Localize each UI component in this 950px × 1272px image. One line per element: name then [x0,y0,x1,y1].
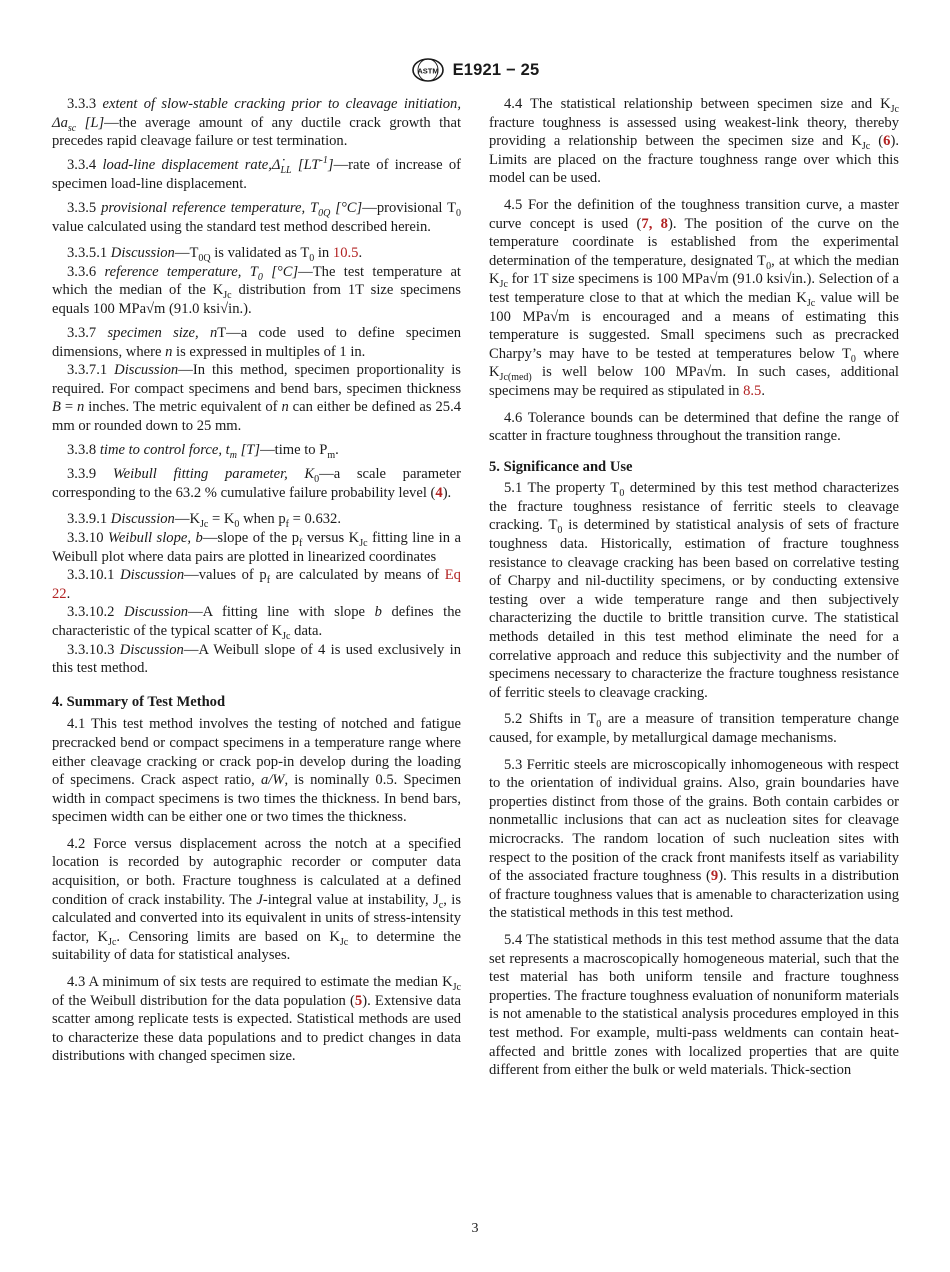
paragraph-3-3-5: 3.3.5 provisional reference temperature, $T_{0Q}$ [°C]—provisional $T_0$ value calculated using the standard test method described herein. [52,199,461,235]
paragraph-3-3-10: 3.3.10 Weibull slope, b—slope of the $p_f$ versus $K_{Jc}$ fitting line in a Weibull plot where data pairs are plotted in linearized coordinates [52,529,461,565]
citation-9[interactable]: 9 [710,868,719,885]
section-5-heading: 5. Significance and Use [489,458,633,475]
right-column [489,95,899,1080]
paragraph-3-3-10-3: 3.3.10.3 Discussion—A Weibull slope of 4 is used exclusively in this test method. [52,641,461,677]
paragraph-4-3: 4.3 A minimum of six tests are required to estimate the median $K_{Jc}$ of the Weibull distribution for the data population (5). Extensive data scatter among replicate tests is expected. Statistical methods are used to characterize these data populations and to predict changes in data distributions with changed specimen size. [52,974,461,1065]
paragraph-5-4: 5.4 The statistical methods in this test method assume that the data set represents a macroscopically homogeneous material, such that the test material has both uniform tensile and fracture toughness properties. The fracture toughness evaluation of nonuniform materials is not amenable to the statistical analysis procedures employed in this test method. For example, multi-pass weldments can contain heat-affected and brittle zones with localized properties that are quite different from either the bulk or weld materials. Thick-section [489,931,899,1079]
paragraph-3-3-6: 3.3.6 reference temperature, $T_0$ [°C]—The test temperature at which the median of the $K_{Jc}$ distribution from 1T size specimens equals 100 MPa√m (91.0 ksi√in.). [52,263,461,317]
page-number: 3 [471,1221,479,1236]
left-column [52,95,461,1066]
paragraph-3-3-4: 3.3.4 load-line displacement $rate,\Deltȧ_{LL}$ $[LT^{-1}]—rate$ of increase of specimen load-line displacement. [52,155,461,192]
section-4-heading: 4. Summary of Test Method [52,693,226,710]
citation-5[interactable]: 5 [354,992,363,1009]
paragraph-3-3-7: 3.3.7 specimen size, nT—a code used to define specimen dimensions, where n is expressed in multiples of 1 in. [52,325,461,360]
paragraph-3-3-8: 3.3.8 time to control force, $t_m$ [T]—time to $P_m$. [67,442,339,461]
paragraph-3-3-9-1: 3.3.9.1 $Discussion—K_{Jc} = K_0$ when $p_f = 0.632$. [67,511,341,531]
paragraph-5-1: 5.1 The property $T_0$ determined by this test method characterizes the fracture toughness resistance of ferritic steels to cleavage cracking. $T_0$ is determined by statistical analysis of sets of fracture toughness data. Historically, estimation of fracture toughness resistance to cleavage cracking has been based on correlative testing of Charpy and nil-ductility specimens, or by conducting extensive testing over a wide temperature range and then subjectively characterizing the ductile to brittle transition curve. The statistical methods detailed in this test method eliminate the need for a correlative approach and reduce this subjectivity and the number of specimens necessary to characterize the fracture toughness resistance of ferritic steels to cleavage cracking. [489,480,900,701]
paragraph-4-1: 4.1 This test method involves the testing of notched and fatigue precracked bend or compact specimens in a temperature range where either cleavage cracking or crack pop-in develop during the loading of specimens. Crack aspect ratio, a/W, is nominally 0.5. Specimen width in compact specimens is two times the thickness. In bend bars, specimen width can be either one or two times the thickness. [52,716,461,826]
paragraph-4-6: 4.6 Tolerance bounds can be determined that define the range of scatter in fracture toughness throughout the transition range. [489,409,899,445]
link-eq-22[interactable]: Eq 22 [52,567,461,602]
paragraph-3-3-5-1: 3.3.5.1 $Discussion—T_{0Q}$ is validated as $T_0$ in 10.5. [67,245,363,265]
paragraph-5-3: 5.3 Ferritic steels are microscopically inhomogeneous with respect to the orientation of individual grains. Also, grain boundaries have properties distinct from those of the grains. Both contain carbides or nonmetallic inclusions that can act as nucleation sites for cleavage microcracks. The random location of such nucleation sites with respect to the position of the crack front manifests itself as variability of the associated fracture toughness (9). This results in a distribution of fracture toughness values that is amenable to characterization using the statistical methods in this test method. [489,756,899,922]
document-id: E1921 − 25 [452,60,540,79]
link-8-5[interactable]: 8.5 [743,382,762,399]
paragraph-5-2: 5.2 Shifts in $T_0$ are a measure of transition temperature change caused, for example, by metallurgical damage mechanisms. [489,711,899,746]
paragraph-4-2: 4.2 Force versus displacement across the notch at a specified location is recorded by autographic recorder or computer data acquisition, or both. Fracture toughness is calculated at a defined condition of crack instability. The J-integral value at instability, $J_c$, is calculated and converted into its equivalent in units of stress-intensity factor, $K_{Jc}$. Censoring limits are based on $K_{Jc}$ to determine the suitability of data for statistical analyses. [52,835,461,964]
paragraph-3-3-10-1: 3.3.10.1 Discussion—values of $p_f$ are calculated by means of Eq 22. [52,567,461,602]
paragraph-3-3-7-1: 3.3.7.1 Discussion—In this method, specimen proportionality is required. For compact specimens and bend bars, specimen thickness B = n inches. The metric equivalent of n can either be defined as 25.4 mm or rounded down to 25 mm. [52,362,462,434]
paragraph-3-3-10-2: 3.3.10.2 Discussion—A fitting line with slope b defines the characteristic of the typical scatter of $K_{Jc}$ data. [52,604,461,642]
astm-logo-icon [411,57,445,83]
paragraph-3-3-3: 3.3.3 extent of slow-stable cracking prior to cleavage initiation, $\Delta a_{sc}$ [L]—the average amount of any ductile crack growth that precedes rapid cleavage failure or test termination. [52,96,461,150]
citation-7-8[interactable]: 7, 8 [641,215,668,232]
page-header [0,58,950,82]
citation-6[interactable]: 6 [883,133,891,150]
paragraph-4-4: 4.4 The statistical relationship between specimen size and $K_{Jc}$ fracture toughness is assessed using weakest-link theory, thereby providing a relationship between the specimen size and $K_{Jc}$ (6). Limits are placed on the fracture toughness range over which this model can be used. [489,96,899,187]
paragraph-4-5: 4.5 For the definition of the toughness transition curve, a master curve concept is used (7, 8). The position of the curve on the temperature coordinate is established from the experimental determination of the temperature, designated $T_0$, at which the median $K_{Jc}$ for 1T size specimens is 100 MPa√m (91.0 ksi√in.). Selection of a test temperature close to that at which the median $K_{Jc}$ value will be 100 MPa√m is encouraged and a means of estimating this temperature is suggested. Small specimens such as precracked Charpy’s may have to be tested at temperatures below $T_0$ where $K_{Jc(med)}$ is well below 100 MPa√m. In such cases, additional specimens may be required as stipulated in 8.5. [489,196,900,399]
logo-text: ASTM [416,66,439,76]
citation-4[interactable]: 4 [435,484,443,501]
paragraph-3-3-9: 3.3.9 Weibull fitting parameter, $K_0—a$ scale parameter corresponding to the 63.2 % cumulative failure probability level (4). [52,466,461,501]
link-10-5[interactable]: 10.5 [332,245,359,262]
